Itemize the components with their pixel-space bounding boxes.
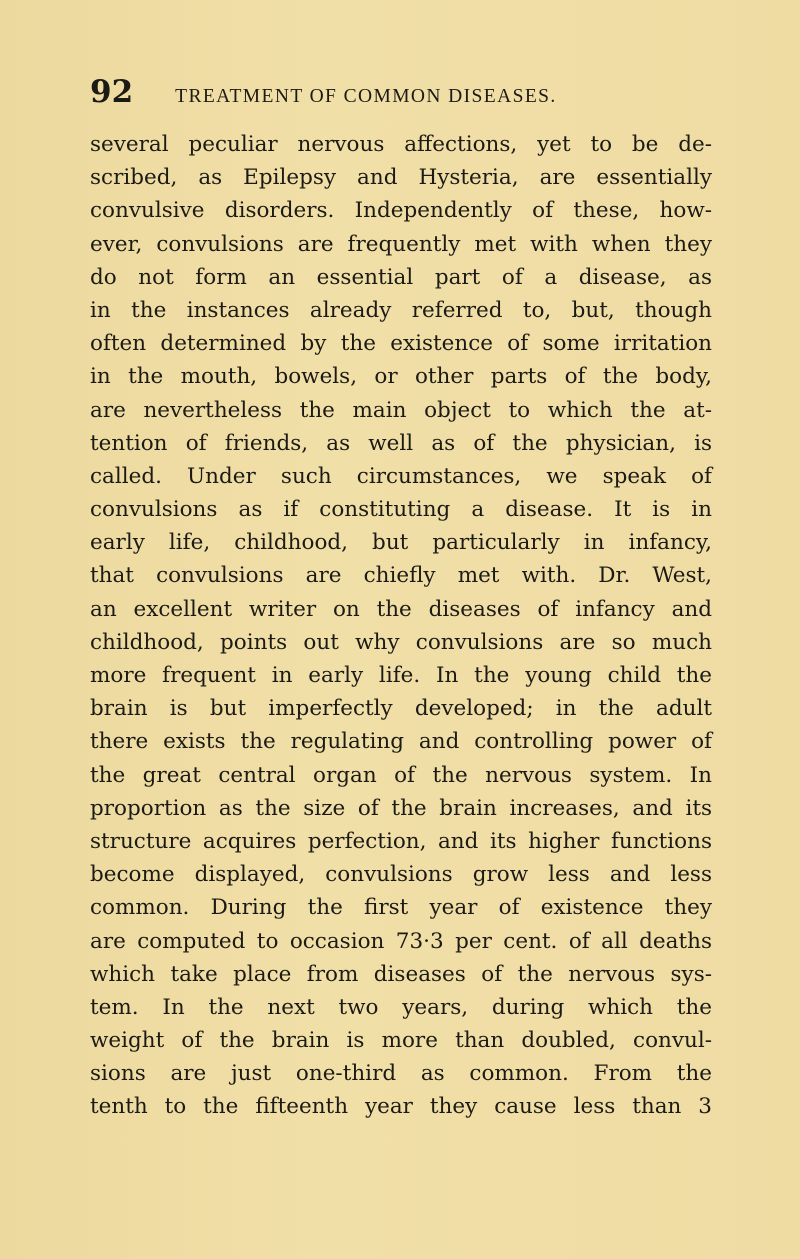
text-line: early life, childhood, but particularly in infancy, (90, 530, 712, 556)
text-line: an excellent writer on the diseases of infancy and (90, 596, 712, 622)
text-line: convulsions as if constituting a disease. It is in (90, 497, 712, 523)
running-title: TREATMENT OF COMMON DISEASES. (175, 86, 557, 107)
text-line: the great central organ of the nervous system. In (90, 762, 712, 788)
text-line: ever, convulsions are frequently met with when they (90, 231, 712, 257)
text-line: more frequent in early life. In the young child the (90, 663, 712, 688)
text-line: scribed, as Epilepsy and Hysteria, are essentially (90, 165, 712, 191)
text-line: there exists the regulating and controlling power of (90, 729, 712, 755)
text-line: tention of friends, as well as of the physician, is (90, 430, 712, 456)
text-line: which take place from diseases of the nervous sys- (90, 961, 712, 987)
text-line: in the mouth, bowels, or other parts of the body, (90, 364, 712, 390)
text-line: weight of the brain is more than doubled, convul- (90, 1028, 712, 1054)
text-line: are computed to occasion 73·3 per cent. of all deaths (90, 928, 712, 954)
text-line: called. Under such circumstances, we speak of (90, 463, 712, 489)
text-line: do not form an essential part of a disease, as (90, 264, 712, 290)
text-line: several peculiar nervous affections, yet to be de- (90, 132, 712, 157)
text-line: tem. In the next two years, during which the (90, 994, 712, 1020)
text-line: in the instances already referred to, but, though (90, 297, 712, 323)
text-line: that convulsions are chiefly met with. Dr. West, (90, 563, 712, 589)
text-line: common. During the first year of existence they (90, 895, 712, 921)
text-line: structure acquires perfection, and its higher functions (90, 828, 712, 854)
body-text (90, 128, 712, 1124)
text-line: become displayed, convulsions grow less and less (90, 862, 712, 888)
text-line: often determined by the existence of some irritation (90, 331, 712, 357)
page-number: 92 (90, 74, 134, 110)
text-line: tenth to the fifteenth year they cause less than 3 (90, 1094, 712, 1120)
text-line: proportion as the size of the brain increases, and its (90, 795, 712, 821)
text-line: are nevertheless the main object to which the at- (90, 397, 712, 423)
text-line: brain is but imperfectly developed; in the adult (90, 696, 712, 722)
page-header (90, 74, 730, 114)
text-line: childhood, points out why convulsions are so much (90, 629, 712, 655)
text-line: sions are just one-third as common. From the (90, 1061, 712, 1087)
text-line: convulsive disorders. Independently of these, how- (90, 198, 712, 224)
